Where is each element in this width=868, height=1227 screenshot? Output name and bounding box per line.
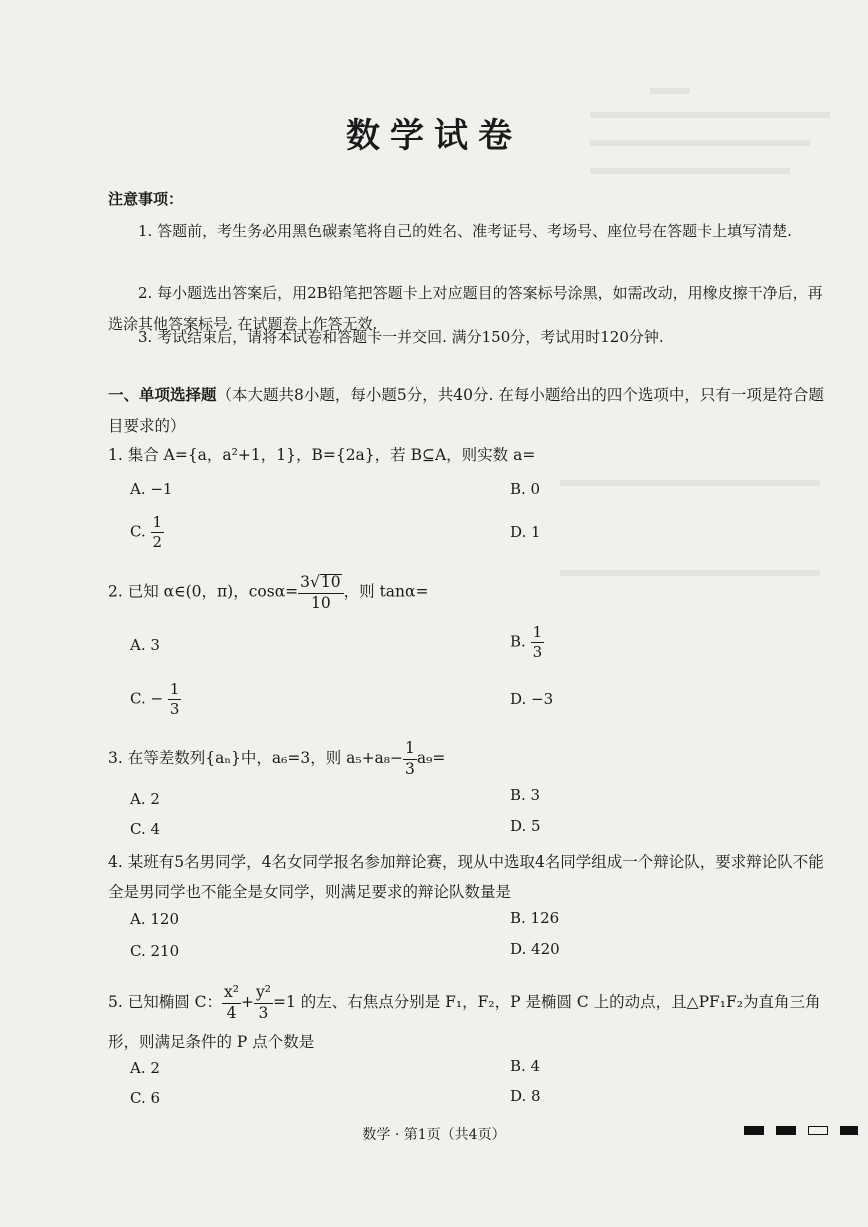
fraction-denominator: 3 — [532, 643, 543, 661]
q1-option-b: B. 0 — [510, 480, 541, 498]
fraction-denominator: 2 — [152, 533, 163, 551]
section-header — [108, 379, 830, 442]
q2-option-b-label: B. — [510, 632, 526, 651]
fraction-denominator: 3 — [405, 759, 415, 778]
question-4-stem: 4. 某班有5名男同学，4名女同学报名参加辩论赛，现从中选取4名同学组成一个辩论队，要求辩论队不能全是男同学也不能全是女同学，则满足要求的辩论队数量是 — [108, 853, 824, 901]
page-mark-filled — [744, 1126, 764, 1135]
cos-coefficient: 3 — [300, 573, 311, 591]
fraction-denominator: 3 — [169, 700, 180, 718]
bleed-through-mark — [590, 168, 790, 174]
section-label: 一、单项选择题 — [108, 385, 217, 404]
q1-option-c-label: C. — [130, 522, 146, 541]
notice-heading: 注意事项： — [108, 190, 184, 208]
q3-option-a: A. 2 — [130, 790, 160, 808]
fraction-numerator: 1 — [152, 513, 163, 531]
q2-option-a: A. 3 — [130, 636, 160, 654]
q2-option-c — [130, 682, 181, 717]
page-mark-empty — [808, 1126, 828, 1135]
q5-stem-start: 5. 已知椭圆 C： — [108, 993, 223, 1011]
bleed-through-mark — [650, 88, 690, 94]
q5-fraction-y — [254, 985, 273, 1021]
q1-option-d: D. 1 — [510, 523, 541, 541]
fraction-denominator: 10 — [311, 593, 331, 612]
q5-option-b: B. 4 — [510, 1057, 541, 1075]
question-3-stem — [108, 741, 830, 777]
page-title: 数学试卷 — [346, 116, 522, 156]
q3-option-b: B. 3 — [510, 786, 541, 804]
q5-stem-end: =1 的左、右焦点分别是 F₁，F₂，P 是椭圆 C 上的动点，且△PF₁F₂为直角三角形，则满足条件的 P 点个数是 — [108, 993, 821, 1051]
q2-cos-fraction — [298, 574, 344, 611]
q5-option-d: D. 8 — [510, 1087, 541, 1105]
q1-option-c — [130, 515, 164, 550]
question-2-stem — [108, 574, 830, 611]
q4-option-c: C. 210 — [130, 942, 180, 960]
q2-option-b — [510, 625, 544, 660]
q5-option-a: A. 2 — [130, 1059, 160, 1077]
fraction-denominator: 4 — [226, 1003, 237, 1022]
page-mark-filled — [776, 1126, 796, 1135]
q2-option-b-fraction — [531, 625, 545, 660]
q1-option-c-fraction — [151, 515, 165, 550]
q3-fraction — [403, 741, 417, 777]
notice-item-3: 3. 考试结束后，请将本试卷和答题卡一并交回. 满分150分，考试用时120分钟. — [138, 328, 664, 346]
q2-option-d: D. −3 — [510, 690, 554, 708]
fraction-numerator: 1 — [169, 680, 180, 698]
fraction-numerator: x² — [222, 985, 241, 1004]
q2-stem-end: ，则 tanα= — [343, 582, 429, 601]
fraction-numerator: 1 — [532, 623, 543, 641]
q3-option-c: C. 4 — [130, 820, 161, 838]
q3-stem-end: a₉= — [416, 749, 446, 767]
q5-plus-sign: + — [240, 993, 254, 1011]
cos-radicand: 10 — [320, 573, 341, 591]
question-5-stem — [108, 982, 830, 1062]
q1-option-a: A. −1 — [130, 480, 173, 498]
q4-option-a: A. 120 — [130, 910, 179, 928]
q3-option-d: D. 5 — [510, 817, 541, 835]
q2-option-c-fraction — [168, 682, 182, 717]
q2-stem-start: 2. 已知 α∈(0，π)，cosα= — [108, 582, 299, 601]
q5-fraction-x — [222, 985, 241, 1021]
q3-stem-start: 3. 在等差数列{aₙ}中，a₆=3，则 a₅+a₈− — [108, 749, 404, 767]
page-footer: 数学 · 第1页（共4页） — [362, 1127, 506, 1143]
fraction-numerator: y² — [254, 985, 273, 1004]
q2-option-c-label: C. − — [130, 689, 164, 708]
question-1-stem: 1. 集合 A={a，a²+1，1}，B={2a}，若 B⊆A，则实数 a= — [108, 446, 536, 464]
fraction-numerator: 3√10 — [298, 574, 344, 594]
page-mark-filled — [840, 1126, 858, 1135]
section-description: （本大题共8小题，每小题5分，共40分. 在每小题给出的四个选项中，只有一项是符合题目要求的） — [108, 386, 824, 435]
bleed-through-mark — [560, 480, 820, 486]
q4-option-b: B. 126 — [510, 909, 560, 927]
notice-item-2: 2. 每小题选出答案后，用2B铅笔把答题卡上对应题目的答案标号涂黑，如需改动，用橡皮擦干净后，再选涂其他答案标号. 在试题卷上作答无效. — [108, 284, 823, 333]
fraction-denominator: 3 — [258, 1003, 269, 1022]
q5-option-c: C. 6 — [130, 1089, 161, 1107]
fraction-numerator: 1 — [403, 741, 417, 760]
q4-option-d: D. 420 — [510, 940, 560, 958]
notice-item-1: 1. 答题前，考生务必用黑色碳素笔将自己的姓名、准考证号、考场号、座位号在答题卡上填写清楚. — [138, 222, 792, 240]
